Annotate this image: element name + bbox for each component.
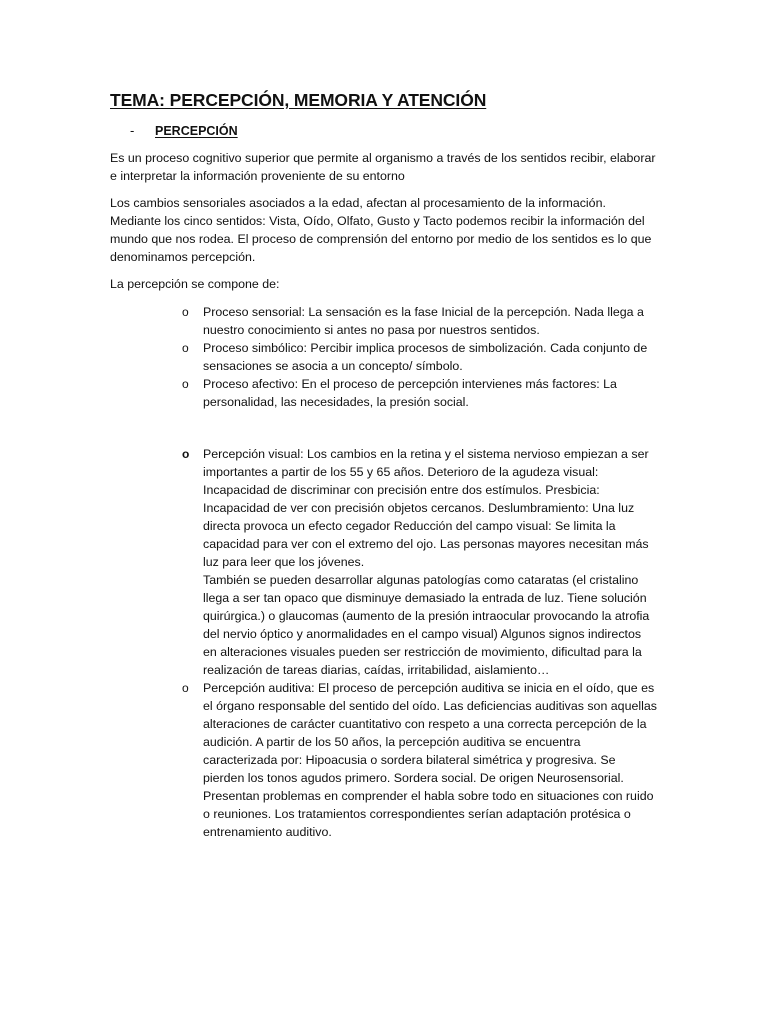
bullet-circle-icon: o — [182, 377, 189, 391]
document-title: TEMA: PERCEPCIÓN, MEMORIA Y ATENCIÓN — [110, 90, 487, 110]
bullet-circle-icon: o — [182, 305, 189, 319]
list-item — [182, 303, 658, 339]
list-item-term: Percepción visual: — [203, 447, 304, 461]
list-item-description: El proceso de percepción auditiva se inicia en el oído, que es el órgano responsable del sentido del oído. Las deficiencias auditivas son aquellas alteraciones de carácter cuantitativo con respeto a una correcta percepción de la audición. A partir de los 50 años, la percepción auditiva se encuentra caracterizada por: Hipoacusia o sordera bilateral simétrica y progresiva. Se pierden los tonos agudos primero. Sordera social. De origen Neurosensorial. Presentan problemas en comprender el habla sobre todo en situaciones con ruido o reuniones. Los tratamientos correspondientes serían adaptación protésica o entrenamiento auditivo. — [203, 681, 657, 839]
paragraph-sensory-changes: Los cambios sensoriales asociados a la edad, afectan al procesamiento de la información. Mediante los cinco sentidos: Vista, Oído, Olfato, Gusto y Tacto podemos recibir la información del mundo que nos rodea. El proceso de comprensión del entorno por medio de los sentidos es lo que denominamos percepción. — [110, 196, 652, 264]
list-item-text — [203, 339, 658, 375]
list-item-description: Percibir implica procesos de simbolización. Cada conjunto de sensaciones se asocia a un concepto/ símbolo. — [203, 341, 648, 373]
section-heading — [110, 122, 658, 140]
list-item-term: Percepción auditiva: — [203, 681, 315, 695]
document-content — [110, 88, 658, 841]
section-dash: - — [130, 123, 135, 138]
list-item-text — [203, 303, 658, 339]
list-item-description: En el proceso de percepción intervienes más factores: La personalidad, las necesidades, la presión social. — [203, 377, 617, 409]
list-item-text — [203, 375, 658, 411]
bullet-circle-icon: o — [182, 341, 189, 355]
bullet-circle-icon: o — [182, 681, 189, 695]
bullet-circle-icon: o — [182, 447, 190, 461]
paragraph-definition: Es un proceso cognitivo superior que permite al organismo a través de los sentidos recibir, elaborar e interpretar la información proveniente de su entorno — [110, 151, 656, 183]
compose-label: La percepción se compone de: — [110, 277, 280, 291]
list-item-text — [203, 679, 658, 841]
list-item-text — [203, 445, 658, 679]
list-item — [182, 339, 658, 375]
list-item — [182, 445, 658, 679]
section-title: PERCEPCIÓN — [155, 124, 238, 138]
list-item — [182, 375, 658, 411]
list-item-continuation: También se pueden desarrollar algunas patologías como cataratas (el cristalino llega a ser tan opaco que disminuye demasiado la entrada de luz. Tiene solución quirúrgica.) o glaucomas (aumento de la presión intraocular provocando la atrofia del nervio óptico y anormalidades en el campo visual) Algunos signos indirectos en alteraciones visuales pueden ser restricción de movimiento, dificultad para la realización de tareas diarias, caídas, irritabilidad, aislamiento… — [203, 573, 650, 677]
list-item-description: Los cambios en la retina y el sistema nervioso empiezan a ser importantes a partir de los 55 y 65 años. Deterioro de la agudeza visual: Incapacidad de discriminar con precisión entre dos estímulos. Presbicia: Incapacidad de ver con precisión objetos cercanos. Deslumbramiento: Una luz directa provoca un efecto cegador Reducción del campo visual: Se limita la capacidad para ver con el extremo del ojo. Las personas mayores necesitan más luz para leer que los jóvenes. — [203, 447, 649, 569]
list-item-term: Proceso afectivo: — [203, 377, 299, 391]
list-item-description: La sensación es la fase Inicial de la percepción. Nada llega a nuestro conocimiento si antes no pasa por nuestros sentidos. — [203, 305, 644, 337]
list-item-term: Proceso sensorial: — [203, 305, 305, 319]
perceptions-list — [110, 445, 658, 841]
list-item-term: Proceso simbólico: — [203, 341, 307, 355]
components-list — [110, 303, 658, 411]
list-item — [182, 679, 658, 841]
